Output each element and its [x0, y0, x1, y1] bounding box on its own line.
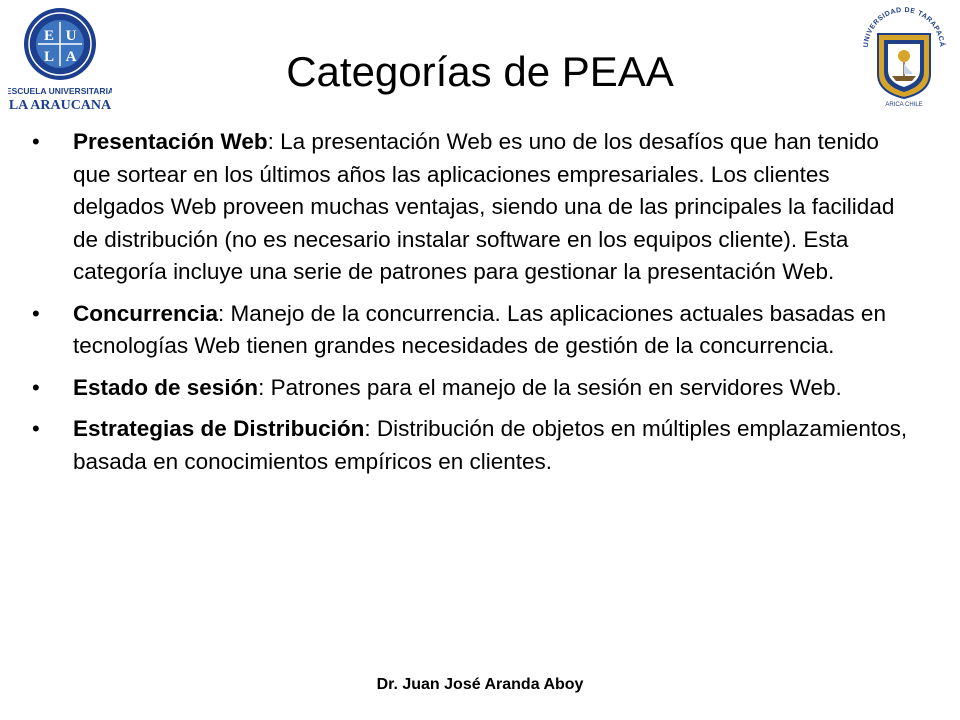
- bullet-item-estado-sesion: [30, 372, 910, 405]
- logo-school-line2: LA ARAUCANA: [8, 98, 112, 113]
- bullet-term: Concurrencia: [73, 300, 219, 326]
- logo-uta-arc-text: UNIVERSIDAD DE TARAPACÁ: [862, 6, 946, 48]
- logo-school-line1: ESCUELA UNIVERSITARIA: [8, 86, 112, 96]
- bullet-dot-icon: •: [32, 129, 40, 154]
- bullet-text: : Patrones para el manejo de la sesión en servidores Web.: [258, 374, 842, 400]
- bullet-text: : Distribución de objetos en múltiples emplazamientos, basada en conocimientos empíricos en clientes.: [73, 416, 908, 474]
- logo-uta-bottom-text: ARICA CHILE: [885, 102, 923, 108]
- bullet-item-estrategias-distribucion: [30, 413, 910, 478]
- bullet-term: Estado de sesión: [73, 374, 259, 400]
- logo-letter-e: E: [43, 28, 55, 44]
- bullet-item-concurrencia: [30, 298, 910, 363]
- logo-letter-u: U: [65, 28, 77, 44]
- slide-footer-author: Dr. Juan José Aranda Aboy: [376, 676, 584, 693]
- bullet-term: Estrategias de Distribución: [73, 416, 365, 441]
- bullet-dot-icon: •: [32, 300, 40, 326]
- logo-letter-l: L: [43, 49, 55, 65]
- bullet-text: : Manejo de la concurrencia. Las aplicaciones actuales basadas en tecnologías Web tienen grandes necesidades de gestión de la concurrencia.: [73, 300, 886, 358]
- bullet-term: Presentación Web: [73, 129, 268, 154]
- bullet-dot-icon: •: [32, 416, 40, 441]
- bullet-dot-icon: •: [32, 374, 40, 400]
- bullet-list: [30, 126, 910, 487]
- logo-letter-a: A: [65, 49, 77, 65]
- slide-title: Categorías de PEAA: [286, 48, 674, 95]
- bullet-item-presentacion-web: [30, 126, 910, 289]
- bullet-text: : La presentación Web es uno de los desafíos que han tenido que sortear en los últimos años las aplicaciones empresariales. Los clientes delgados Web proveen muchas ventajas, siendo una de las principales la facilidad de distribución (no es necesario instalar software en los equipos cliente). Esta categoría incluye una serie de patrones para gestionar la presentación Web.: [73, 129, 895, 284]
